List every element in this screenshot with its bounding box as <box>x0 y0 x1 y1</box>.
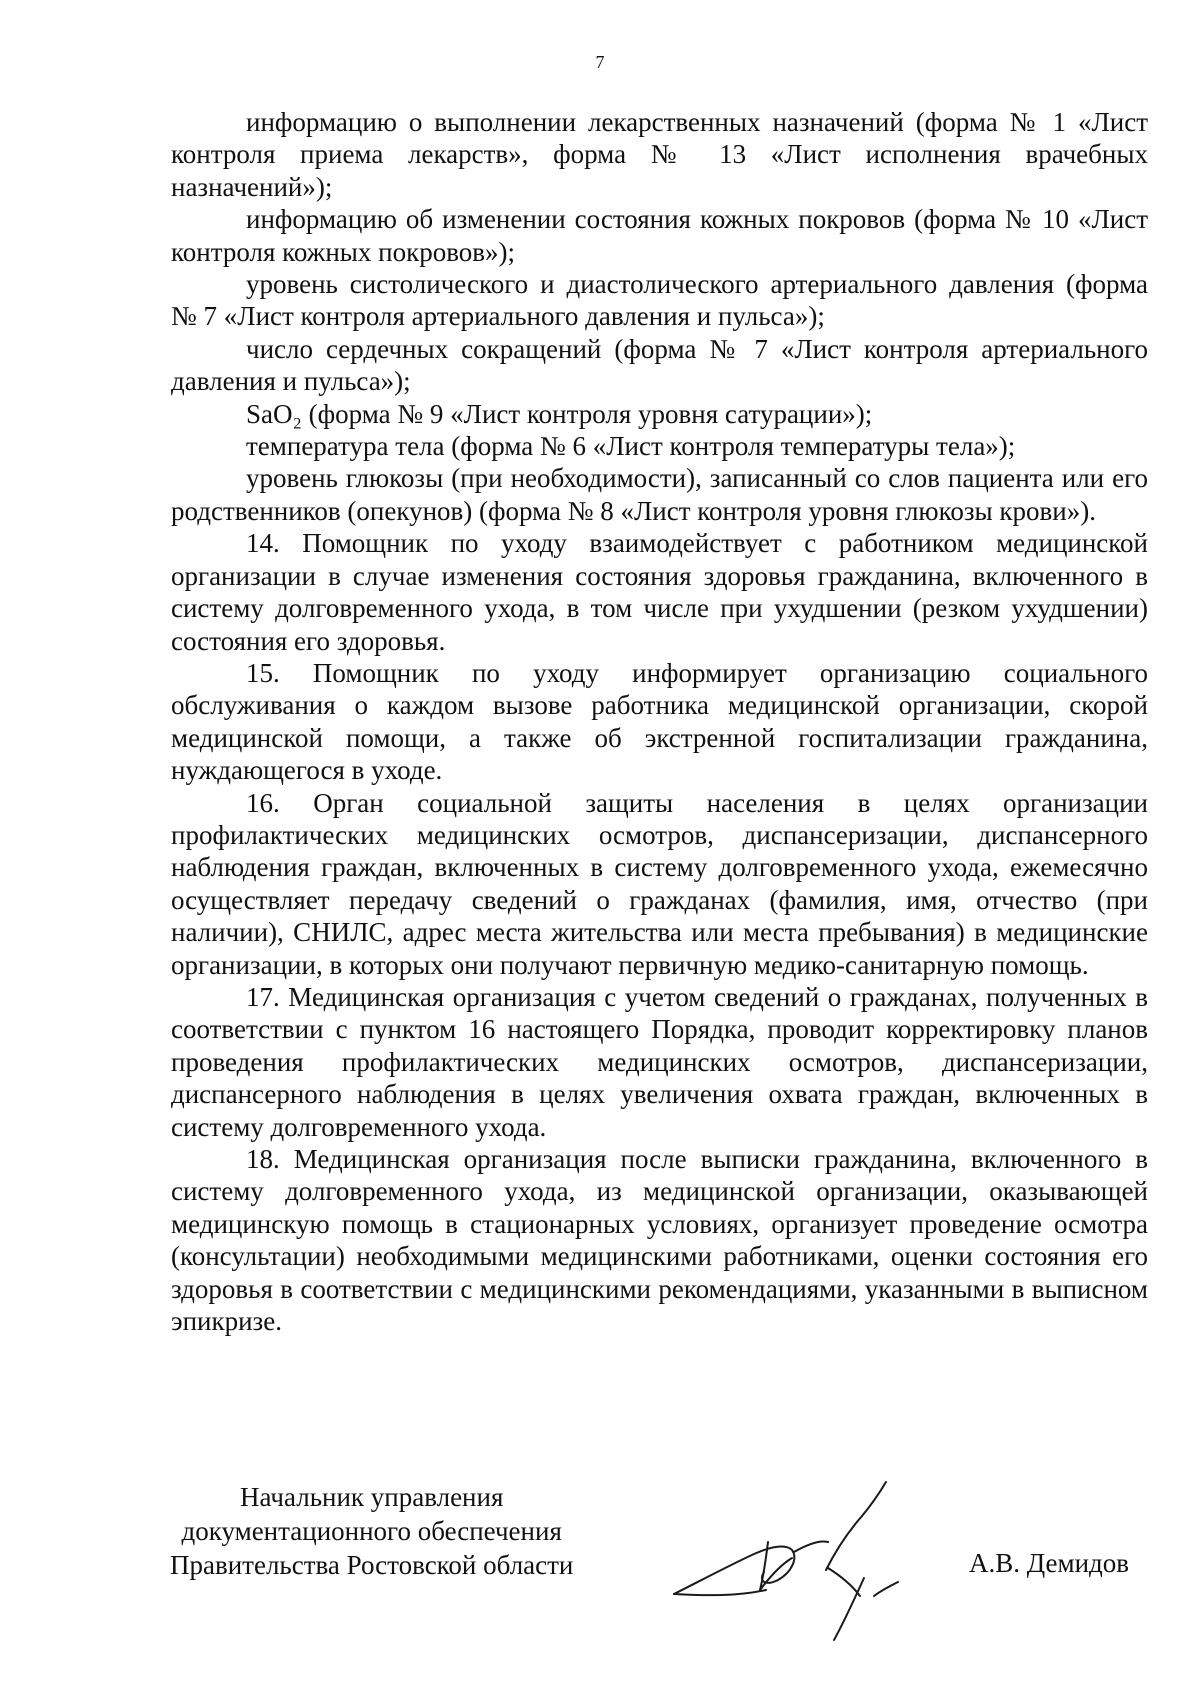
signer-name: А.В. Демидов <box>969 1548 1130 1578</box>
signer-position-line-1: Начальник управления <box>240 1482 504 1512</box>
paragraph-temperature: температура тела (форма № 6 «Лист контроля температуры тела»); <box>246 431 1016 462</box>
page-number: 7 <box>595 52 605 72</box>
signer-position <box>170 1480 573 1582</box>
signer-position-line-2: документационного обеспечения <box>181 1516 562 1546</box>
paragraph-item-14: 14. Помощник по уходу взаимодействует с работником медицинской организации в случае изменения состояния здоровья гражданина, включенного в систему долговременного ухода, в том числе при ухудшении (резком ухудшении) состояния его здоровья. <box>171 528 1148 656</box>
paragraph-medication-info: информацию о выполнении лекарственных назначений (форма № 1 «Лист контроля приема лекарств», форма № 13 «Лист исполнения врачебных назначений»); <box>171 107 1148 202</box>
document-body <box>171 106 1148 1337</box>
paragraph-saturation: SaO₂ (форма № 9 «Лист контроля уровня сатурации»); <box>246 398 873 429</box>
paragraph-heart-rate: число сердечных сокращений (форма № 7 «Лист контроля артериального давления и пульса»); <box>171 333 1148 397</box>
handwritten-signature <box>668 1478 948 1644</box>
paragraph-item-17: 17. Медицинская организация с учетом сведений о гражданах, полученных в соответствии с пунктом 16 настоящего Порядка, проводит корректировку планов проведения профилактических медицинских осмотров, диспансеризации, диспансерного наблюдения в целях увеличения охвата граждан, включенных в систему долговременного ухода. <box>171 981 1148 1142</box>
paragraph-item-16: 16. Орган социальной защиты населения в целях организации профилактических медицинских осмотров, диспансеризации, диспансерного наблюдения граждан, включенных в систему долговременного ухода, ежемесячно осуществляет передачу сведений о гражданах (фамилия, имя, отчество (при наличии), СНИЛС, адрес места жительства или места пребывания) в медицинские организации, в которых они получают первичную медико-санитарную помощь. <box>171 787 1148 980</box>
paragraph-glucose: уровень глюкозы (при необходимости), записанный со слов пациента или его родственников (опекунов) (форма № 8 «Лист контроля уровня глюкозы крови»). <box>171 463 1148 526</box>
paragraph-item-18: 18. Медицинская организация после выписки гражданина, включенного в систему долговременного ухода, из медицинской организации, оказывающей медицинскую помощь в стационарных условиях, организует проведение осмотра (консультации) необходимыми медицинскими работниками, оценки состояния его здоровья в соответствии с медицинскими рекомендациями, указанными в выписном эпикризе. <box>171 1144 1148 1337</box>
signer-position-line-3: Правительства Ростовской области <box>170 1550 574 1580</box>
paragraph-item-15: 15. Помощник по уходу информирует организацию социального обслуживания о каждом вызове работника медицинской организации, скорой медицинской помощи, а также об экстренной госпитализации гражданина, нуждающегося в уходе. <box>171 657 1148 786</box>
paragraph-skin-info: информацию об изменении состояния кожных покровов (форма № 10 «Лист контроля кожных покровов»); <box>171 204 1148 267</box>
paragraph-blood-pressure: уровень систолического и диастолического артериального давления (форма № 7 «Лист контроля артериального давления и пульса»); <box>171 269 1148 332</box>
